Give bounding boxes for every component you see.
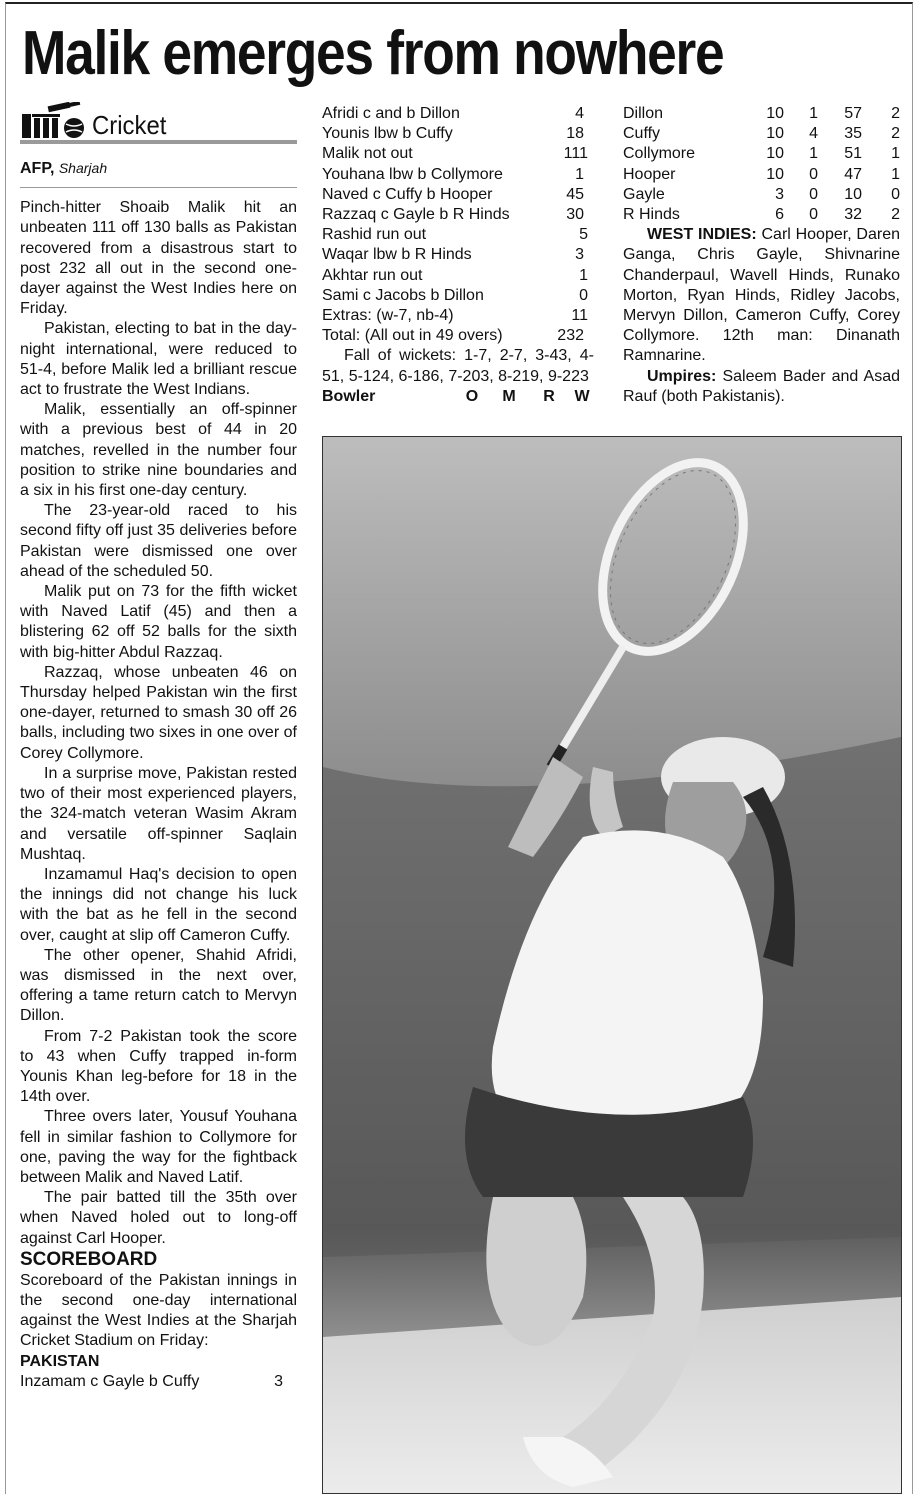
bowler-wickets: 1 [891,145,900,163]
batsman-runs: 5 [579,226,588,244]
batsman-runs: 45 [566,185,584,203]
batsman-runs: 18 [566,125,584,143]
bowler-runs: 47 [844,165,862,183]
bowler-wickets: 2 [891,206,900,224]
west-indies-squad [623,225,900,366]
runs-header: R [543,387,555,405]
section-title: Cricket [92,110,167,140]
byline [20,158,297,188]
story-paragraph: The other opener, Shahid Afridi, was dismissed in the next over, offering a tame return catch to Mervyn Dillon. [20,946,297,1025]
batsman-name: Afridi c and b Dillon [322,105,460,122]
extras-row [322,306,594,326]
bowler-maidens: 1 [809,105,818,122]
bowling-row [623,104,900,124]
umpires [623,367,900,407]
bowler-overs: 10 [766,125,784,143]
batting-row [322,286,594,306]
extras-value: 11 [571,307,588,325]
bowling-header [322,387,594,407]
story-paragraph: Inzamamul Haq's decision to open the innings did not change his luck with the bat as he fell in the second over, caught at slip off Cameron Cuffy. [20,865,297,944]
total-label: Total: (All out in 49 overs) [322,327,503,345]
bowler-maidens: 1 [809,145,818,163]
bowler-wickets: 1 [891,165,900,183]
scoreboard-intro: Scoreboard of the Pakistan innings in the second one-day international against the West Indies at the Sharjah Cricket Stadium on Friday: [20,1271,297,1350]
batsman-runs: 1 [579,266,588,284]
tennis-player-photo [322,436,902,1494]
umpires-label: Umpires: [647,367,717,385]
bowler-overs: 10 [766,145,784,163]
batsman-runs: 3 [575,246,584,264]
bowler-name: R Hinds [623,206,680,224]
batting-row [322,245,594,265]
scoreboard-title: SCOREBOARD [20,1248,158,1270]
batsman-runs: 1 [575,165,584,183]
story-paragraph: From 7-2 Pakistan took the score to 43 when Cuffy trapped in-form Younis Khan leg-before for 18 in the 14th over. [20,1027,297,1106]
byline-agency: AFP, [20,160,55,177]
bowler-overs: 10 [766,165,784,183]
batsman-name: Razzaq c Gayle b R Hinds [322,206,510,224]
bowler-runs: 32 [844,206,862,224]
story-paragraph: The pair batted till the 35th over when Naved holed out to long-off against Carl Hooper. [20,1189,297,1247]
byline-place: Sharjah [58,160,108,176]
wickets-header: W [574,387,590,405]
batting-row [322,266,594,286]
column-bowling [623,104,900,407]
bowler-wickets: 0 [891,185,900,203]
story-paragraph: Malik, essentially an off-spinner with a previous best of 44 in 20 matches, revelled in the number four position to strike nine boundaries and a six in his first one-day century. [20,401,297,500]
story-body [20,198,297,1249]
bowler-name: Dillon [623,105,664,122]
batsman-runs: 111 [563,145,588,163]
batting-row [322,124,594,144]
bowler-runs: 51 [844,145,862,163]
west-indies-label: WEST INDIES: [647,226,757,244]
bowler-overs: 3 [775,185,784,203]
cricket-bat-ball-icon [20,102,88,140]
batsman-runs: 4 [575,105,584,122]
bowling-row [623,185,900,205]
bowler-runs: 57 [844,105,862,122]
bowler-overs: 10 [766,105,784,122]
story-paragraph: The 23-year-old raced to his second fifty off just 35 deliveries before Pakistan were dismissed one over ahead of the scheduled 50. [20,502,297,580]
bowler-runs: 10 [844,185,862,203]
bowler-wickets: 2 [891,125,900,143]
west-indies-players: Carl Hooper, Daren Ganga, Chris Gayle, Shivnarine Chanderpaul, Wavell Hinds, Runako Morton, Ryan Hinds, Ridley Jacobs, Mervyn Dillon, Cameron Cuffy, Corey Collymore. 12th man: Dinanath Ramnarine. [623,226,901,365]
overs-header: O [465,387,479,405]
team-label-pakistan: PAKISTAN [20,1352,100,1370]
batting-row [322,104,594,124]
bowler-overs: 6 [775,206,784,224]
story-paragraph: Pinch-hitter Shoaib Malik hit an unbeaten 111 off 130 balls as Pakistan recovered from a disastrous start to post 232 all out in the second one-dayer against the West Indies here on Friday. [20,199,297,318]
batting-row [322,205,594,225]
bowling-row [623,165,900,185]
batting-row [322,185,594,205]
batsman-runs: 0 [579,286,588,304]
squad-lists [623,225,900,407]
fall-of-wickets: Fall of wickets: 1-7, 2-7, 3-43, 4-51, 5-124, 6-186, 7-203, 8-219, 9-223 [322,347,594,385]
column-story [20,100,297,1392]
story-paragraph: Pakistan, electing to bat in the day-night international, were reduced to 51-4, before Malik led a brilliant rescue act to frustrate the West Indians. [20,320,297,399]
bowling-row [623,124,900,144]
column-scoreboard [322,104,594,407]
umpires-names: Saleem Bader and Asad Rauf (both Pakistanis). [623,367,900,405]
batsman-name: Youhana lbw b Collymore [322,165,503,183]
story-paragraph: Razzaq, whose unbeaten 46 on Thursday helped Pakistan win the first one-dayer, returned to smash 30 off 26 balls, including two sixes in one over of Corey Collymore. [20,663,297,762]
headline: Malik emerges from nowhere [22,19,724,88]
extras-label: Extras: (w-7, nb-4) [322,307,454,325]
bowler-wickets: 2 [891,105,900,122]
bowler-maidens: 0 [809,206,818,224]
total-value: 232 [557,327,584,345]
section-header [20,100,297,144]
batsman-name: Akhtar run out [322,266,423,284]
maidens-header: M [502,387,516,405]
bowler-name: Hooper [623,165,676,183]
batsman-name: Naved c Cuffy b Hooper [322,185,493,203]
photo-illustration [323,437,901,1493]
bowler-name: Collymore [623,145,696,163]
bowler-name: Gayle [623,185,665,203]
batsman-runs: 30 [566,206,584,224]
batsman-name: Sami c Jacobs b Dillon [322,286,484,304]
batsman-name: Younis lbw b Cuffy [322,125,453,143]
batting-row [322,144,594,164]
story-paragraph: Three overs later, Yousuf Youhana fell in similar fashion to Collymore for one, paving the way for the fightback between Malik and Naved Latif. [20,1108,297,1186]
bowler-name: Cuffy [623,125,661,143]
batsman-name: Inzamam c Gayle b Cuffy [20,1372,200,1390]
batsman-runs: 3 [274,1372,283,1390]
bowling-row [623,205,900,225]
batting-row [20,1372,297,1392]
bowler-maidens: 0 [809,165,818,183]
batsman-name: Waqar lbw b R Hinds [322,246,472,264]
batting-row [322,225,594,245]
batsman-name: Rashid run out [322,226,427,244]
batting-row [322,165,594,185]
story-paragraph: In a surprise move, Pakistan rested two of their most experienced players, the 324-match veteran Wasim Akram and versatile off-spinner Saqlain Mushtaq. [20,764,297,863]
story-paragraph: Malik put on 73 for the fifth wicket with Naved Latif (45) and then a blistering 62 off 52 balls for the sixth with big-hitter Abdul Razzaq. [20,583,297,661]
bowler-runs: 35 [844,125,862,143]
bowler-header-label: Bowler [322,387,376,405]
bowler-maidens: 0 [809,185,818,203]
batsman-name: Malik not out [322,145,413,163]
bowling-row [623,144,900,164]
total-row [322,326,594,346]
bowler-maidens: 4 [809,125,818,143]
